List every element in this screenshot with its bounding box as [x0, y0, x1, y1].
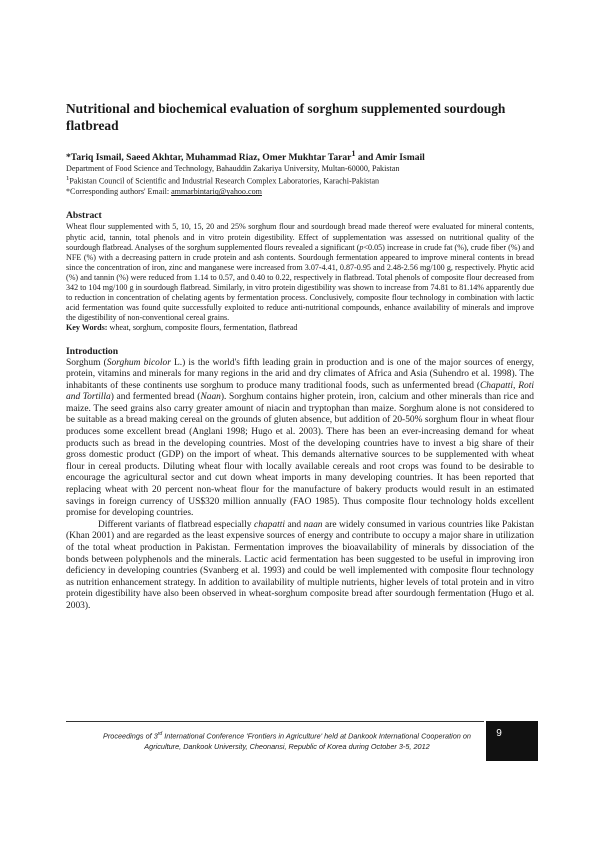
keywords-list: wheat, sorghum, composite flours, fermentation, flatbread: [107, 323, 298, 333]
introduction-paragraph-1: [66, 358, 534, 520]
footer-ordinal-suffix: rd: [157, 731, 163, 737]
authors-part-2: and Amir Ismail: [355, 152, 425, 164]
abstract-text-part-1: Wheat flour supplemented with 5, 10, 15, 20 and 25% sorghum flour and sourdough bread made thereof were evaluated for mineral contents, phytic acid, tannin, total phenols and in vitro protein digestibility. Effect of supplementation was assessed on nutritional quality of the sourdough flatbread. Analyses of the sorghum supplemented flours revealed a significant (: [66, 222, 534, 252]
paper-content: [66, 100, 534, 613]
corresponding-author-label: *Corresponding authors' Email:: [66, 187, 172, 197]
p1-species-name: Sorghum bicolor: [106, 357, 171, 368]
abstract-text: [66, 222, 534, 323]
paper-title: Nutritional and biochemical evaluation of sorghum supplemented sourdough flatbread: [66, 101, 506, 133]
abstract-heading: Abstract: [66, 210, 102, 222]
author-affiliation-mark: 1: [351, 149, 356, 158]
p2-part-b: and: [284, 519, 304, 530]
affiliation-2-text: Pakistan Council of Scientific and Industrial Research Complex Laboratories, Karachi-Pakistan: [69, 177, 380, 187]
introduction-paragraph-2: [66, 520, 534, 613]
authors-part-1: *Tariq Ismail, Saeed Akhtar, Muhammad Riaz, Omer Mukhtar Tarar: [66, 152, 352, 164]
footer-text-part-2: International Conference 'Frontiers in Agriculture' held at Dankook International Cooperation on Agriculture, Dankook University, Cheonansi, Republic of Korea during October 3-5, 2012: [144, 731, 471, 752]
p1-fermented-bread: Naan: [200, 392, 221, 403]
p2-naan: naan: [303, 519, 323, 530]
author-list: [66, 148, 534, 164]
keywords-label: Key Words:: [66, 323, 108, 333]
introduction-section: [66, 346, 534, 613]
p2-part-c: are widely consumed in various countries like Pakistan (Khan 2001) and are regarded as the least expensive sources of energy and contribute to occupy a major share in utilization of the total wheat production in Pakistan. Fermentation improves the bioavailability of minerals by dissociation of the bonds between polyphenols and the minerals. Lactic acid fermentation has been suggested to be useful in improving iron deficiency in developing countries (Svanberg et al. 1993) and could be well implemented with composite flour technology as nutrition enhancement strategy. In addition to availability of multiple nutrients, higher levels of total protein and in vitro protein digestibility have also been observed in wheat-sorghum composite bread after sourdough fermentation (Hugo et al. 2003).: [66, 519, 534, 611]
keywords: [66, 323, 534, 333]
page-number-box: [486, 721, 538, 761]
footer-divider: [66, 721, 484, 722]
abstract-section: [66, 210, 534, 333]
p2-chapatti: chapatti: [254, 519, 285, 530]
p1-part-d: ). Sorghum contains higher protein, iron, calcium and other minerals than rice and maize. The seed grains also carry greater amount of niacin and tryptophan than maize. Sorghum alone is not considered to be suitable as a bread making cereal on the grounds of gluten absence, but addition of 20-50% sorghum flour in wheat flour produces some excellent bread (Anglani 1998; Hugo et al. 2003). There has been an ever-increasing demand for wheat products such as bread in the developing countries. Most of the developing countries have to invest a big share of their gross domestic product (GDP) on the import of wheat. This demands alternative sources to be supplemented with wheat flour in cereal products. Diluting wheat flour with locally available cereals and root crops was found to be desirable to encourage the agricultural sector and cut down wheat imports in many developing countries. It has been reported that replacing wheat with 20 percent non-wheat flour for the manufacture of bakery products would result in an estimated savings in foreign currency of US$320 million annually (FAO 1985). Thus composite flour technology holds excellent promise for developing countries.: [66, 392, 535, 519]
p1-unfermented-breads: Chapatti, Roti and Tortilla: [66, 380, 535, 403]
affiliation-1: Department of Food Science and Technology, Bahauddin Zakariya University, Multan-60000, Pakistan: [66, 164, 400, 174]
abstract-text-part-2: <0.05) increase in crude fat (%), crude fiber (%) and NFE (%) with a decreasing pattern in crude protein and ash contents. Sourdough fermentation appeared to improve mineral contents in bread since the concentration of iron, zinc and manganese were increased from 3.07-4.41, 0.87-0.95 and 2.48-2.56 mg/100 g, respectively. Phytic acid (%) and tannin (%) were reduced from 1.14 to 0.57, and 0.40 to 0.22, respectively in flatbread. Total phenols of composite flour decreased from 342 to 104 mg/100 g in sourdough flatbread. Similarly, in vitro protein digestibility was shown to increase from 74.81 to 81.14% apparently due to reduction in concentration of chelating agents by fermentation process. Conclusively, composite flour technology in combination with lactic acid fermentation was found quite successfully exploited to reduce anti-nutritional compounds, enhance availability of minerals and improve the digestibility of non-conventional cereal grains.: [66, 242, 534, 323]
introduction-heading: Introduction: [66, 345, 119, 357]
p1-part-a: Sorghum (: [66, 357, 107, 368]
page-number: 9: [496, 728, 502, 739]
abstract-p-value-symbol: p: [359, 242, 364, 252]
footer-text-part-1: Proceedings of 3: [103, 731, 158, 741]
affiliation-2-mark: 1: [66, 175, 70, 183]
corresponding-author: [66, 187, 534, 197]
p1-part-b: L.) is the world's fifth leading grain in production and is one of the major sources of energy, protein, vitamins and minerals for many regions in the arid and dry climates of Africa and Asia (Suhendro et al. 1998). The inhabitants of these continents use sorghum to produce many traditional foods, such as unfermented bread (: [66, 357, 534, 391]
author-email-link[interactable]: ammarbintariq@yahoo.com: [171, 187, 262, 197]
p1-part-c: ) and fermented bread (: [110, 392, 201, 403]
affiliation-2: [66, 174, 534, 187]
proceedings-footer: [90, 729, 484, 752]
p2-part-a: Different variants of flatbread especially: [98, 519, 255, 530]
